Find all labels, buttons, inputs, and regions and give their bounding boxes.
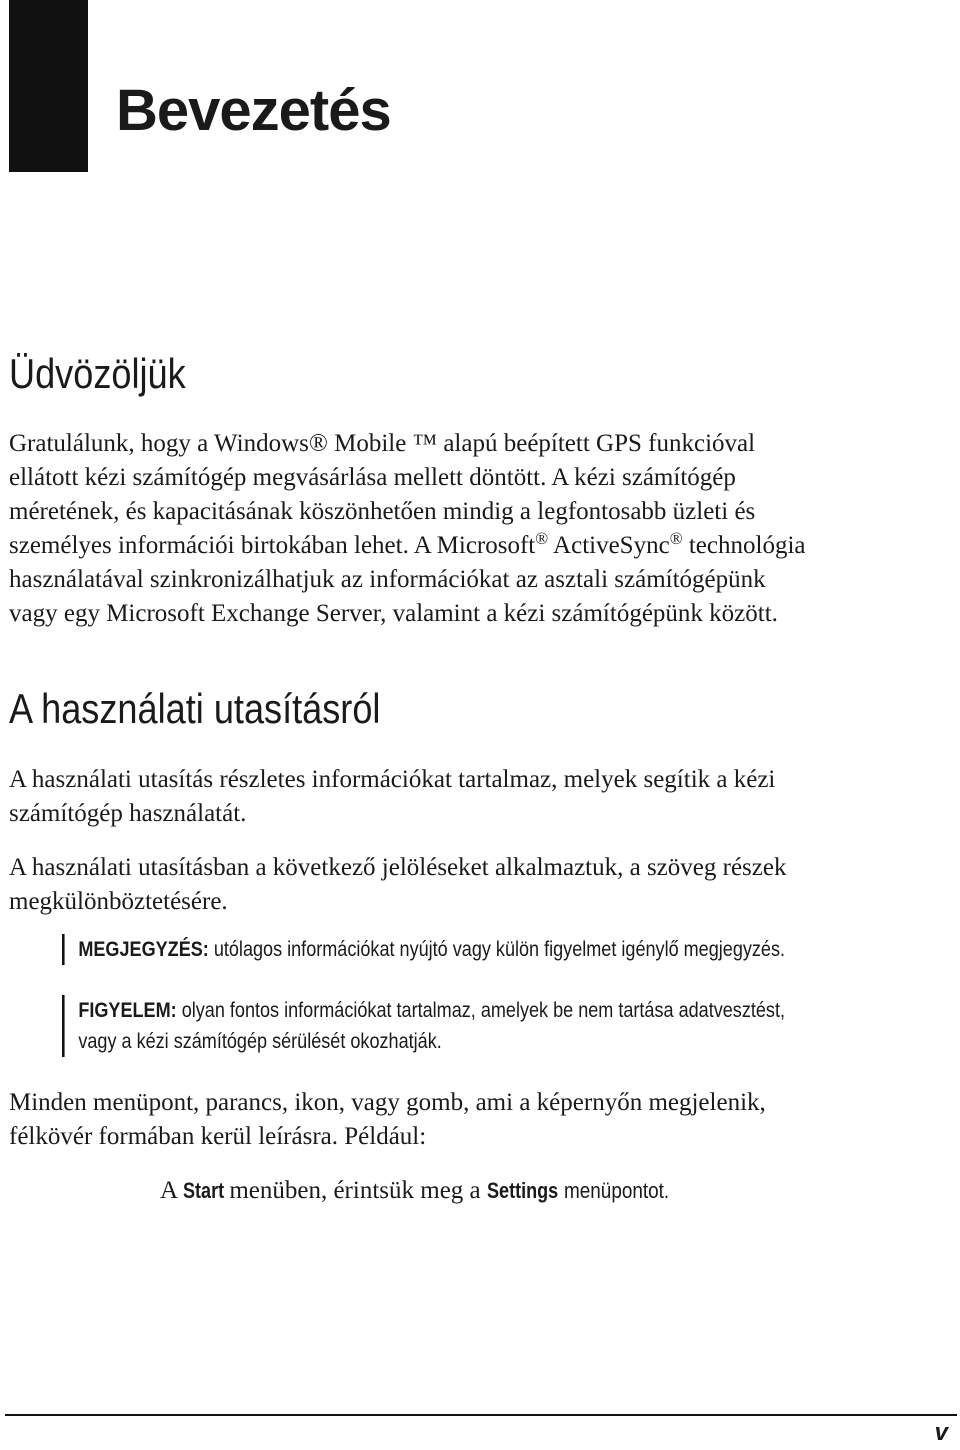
manual-paragraph-3 (9, 1086, 944, 1154)
manual-p3-line-2: félkövér formában kerül leírásra. Például: (9, 1123, 427, 1150)
example-pre: A (160, 1177, 183, 1204)
example-post: menüpontot. (563, 1178, 669, 1203)
caution-callout (62, 995, 785, 1057)
manual-p1-line-1: A használati utasítás részletes információkat tartalmaz, melyek segítik a kézi (9, 766, 776, 793)
welcome-heading: Üdvözöljük (9, 350, 186, 397)
welcome-paragraph (9, 427, 944, 631)
welcome-line-6: vagy egy Microsoft Exchange Server, valamint a kézi számítógépünk között. (9, 600, 778, 627)
ui-term-start: Start (182, 1178, 225, 1203)
caution-line-2: vagy a kézi számítógép sérülését okozhatják. (78, 1030, 442, 1053)
caution-line-1 (78, 995, 785, 1026)
registered-mark: ® (669, 529, 683, 548)
manual-p2-line-2: megkülönböztetésére. (9, 888, 228, 915)
welcome-line-3: méretének, és kapacitásának köszönhetően mindig a legfontosabb üzleti és (9, 498, 756, 525)
chapter-marker-block (9, 0, 88, 172)
welcome-line-5: használatával szinkronizálhatjuk az információkat az asztali számítógépünk (9, 566, 766, 593)
manual-heading: A használati utasításról (9, 685, 381, 732)
footer-divider (5, 1414, 957, 1416)
note-label: MEGJEGYZÉS: (78, 938, 209, 961)
note-text: utólagos információkat nyújtó vagy külön figyelmet igénylő megjegyzés. (208, 938, 786, 961)
welcome-line-1: Gratulálunk, hogy a Windows® Mobile ™ alapú beépített GPS funkcióval (9, 430, 756, 457)
caution-label: FIGYELEM: (78, 999, 177, 1022)
welcome-line-4-part-c: technológia (682, 532, 806, 559)
manual-p1-line-2: számítógép használatát. (9, 800, 247, 827)
manual-paragraph-1 (9, 763, 944, 831)
manual-p3-line-1: Minden menüpont, parancs, ikon, vagy gomb, ami a képernyőn megjelenik, (9, 1089, 766, 1116)
manual-paragraph-2 (9, 851, 944, 919)
caution-text-1: olyan fontos információkat tartalmaz, amelyek be nem tartása adatvesztést, (176, 999, 785, 1022)
welcome-line-4-part-b: ActiveSync (548, 532, 670, 559)
welcome-line-4-part-a: személyes információi birtokában lehet. A Microsoft (9, 532, 536, 559)
example-sentence (160, 1174, 686, 1208)
page-number: v (934, 1419, 948, 1446)
ui-term-settings: Settings (486, 1178, 559, 1203)
note-line (78, 934, 785, 965)
registered-mark: ® (535, 529, 549, 548)
example-mid: menüben, érintsük meg a (223, 1177, 487, 1204)
note-callout (62, 934, 785, 965)
welcome-line-4 (9, 529, 944, 563)
chapter-title: Bevezetés (116, 78, 391, 143)
manual-p2-line-1: A használati utasításban a következő jelöléseket alkalmaztuk, a szöveg részek (9, 854, 787, 881)
welcome-line-2: ellátott kézi számítógép megvásárlása mellett döntött. A kézi számítógép (9, 464, 736, 491)
